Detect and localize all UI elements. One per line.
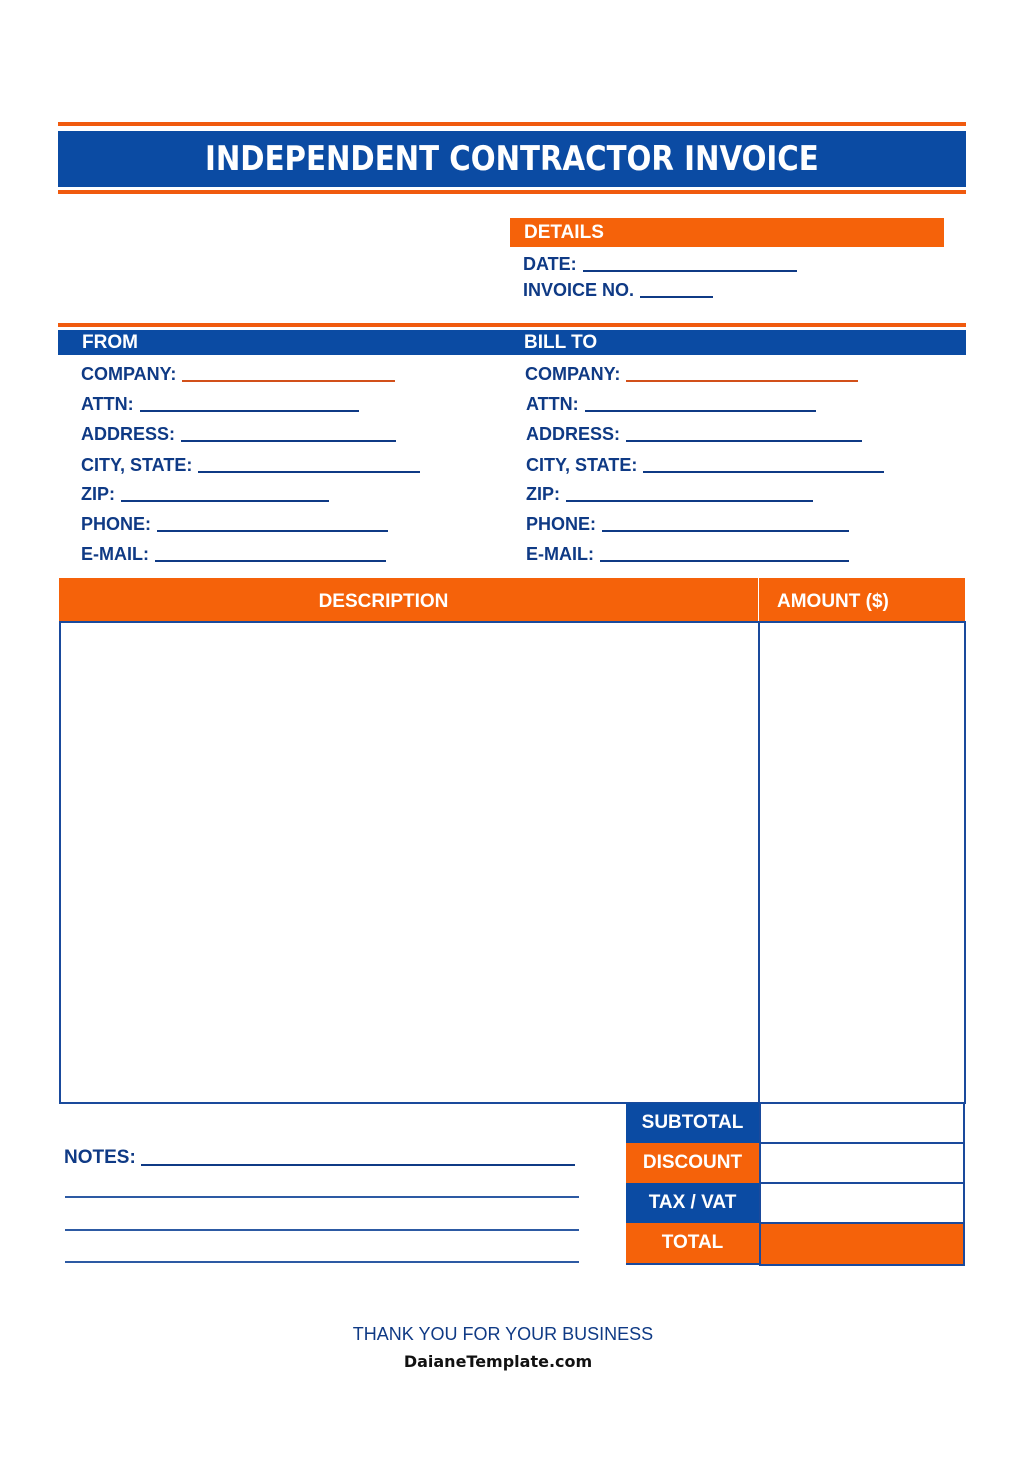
invoice-title: INDEPENDENT CONTRACTOR INVOICE <box>205 139 819 179</box>
from-zip-label: ZIP: <box>81 484 115 504</box>
bill-to-email-input[interactable] <box>600 560 849 562</box>
bill-to-phone-label: PHONE: <box>526 514 597 534</box>
subtotal-label: SUBTOTAL <box>626 1103 759 1143</box>
from-email-field[interactable] <box>81 544 386 564</box>
description-column-header <box>59 578 758 622</box>
amount-cell[interactable] <box>758 621 966 1104</box>
description-header-label: DESCRIPTION <box>318 591 449 612</box>
bill-to-phone-field[interactable] <box>526 514 849 534</box>
bill-to-city-state-input[interactable] <box>643 471 884 473</box>
total-label: TOTAL <box>626 1223 759 1265</box>
bill-to-address-field[interactable] <box>526 424 862 444</box>
bill-to-email-field[interactable] <box>526 544 849 564</box>
subtotal-value[interactable] <box>759 1102 965 1144</box>
from-header <box>58 330 512 355</box>
notes-line-2[interactable] <box>65 1196 579 1198</box>
bill-to-email-label: E-MAIL: <box>526 544 594 564</box>
from-city-state-field[interactable] <box>81 455 420 475</box>
bill-to-header-label: BILL TO <box>524 332 598 353</box>
from-zip-input[interactable] <box>121 500 329 502</box>
bill-to-company-input[interactable] <box>626 380 858 382</box>
date-label: DATE: <box>523 254 577 274</box>
details-header <box>510 218 944 247</box>
bill-to-address-input[interactable] <box>626 440 862 442</box>
bill-to-attn-label: ATTN: <box>526 394 579 414</box>
bill-to-zip-label: ZIP: <box>526 484 560 504</box>
from-zip-field[interactable] <box>81 484 329 504</box>
notes-label: NOTES: <box>64 1147 136 1168</box>
notes-input[interactable] <box>141 1164 575 1166</box>
bill-to-zip-field[interactable] <box>526 484 813 504</box>
details-header-label: DETAILS <box>524 222 604 243</box>
from-header-label: FROM <box>82 332 138 353</box>
from-company-input[interactable] <box>182 380 395 382</box>
tax-vat-value[interactable] <box>759 1182 965 1224</box>
from-company-field[interactable] <box>81 364 395 384</box>
from-address-label: ADDRESS: <box>81 424 176 444</box>
bill-to-city-state-label: CITY, STATE: <box>526 455 638 475</box>
bill-to-attn-input[interactable] <box>585 410 816 412</box>
tax-vat-label: TAX / VAT <box>626 1183 759 1223</box>
amount-header-label: AMOUNT ($) <box>777 591 889 612</box>
notes-line-4[interactable] <box>65 1261 579 1263</box>
bill-to-company-label: COMPANY: <box>525 364 621 384</box>
from-phone-input[interactable] <box>157 530 388 532</box>
invoice-number-input[interactable] <box>640 296 713 298</box>
from-address-input[interactable] <box>181 440 396 442</box>
date-field[interactable] <box>523 254 797 274</box>
title-banner <box>58 131 966 187</box>
from-company-label: COMPANY: <box>81 364 177 384</box>
from-city-state-input[interactable] <box>198 471 420 473</box>
thank-you-message: THANK YOU FOR YOUR BUSINESS <box>352 1324 654 1344</box>
from-attn-input[interactable] <box>140 410 359 412</box>
bill-to-attn-field[interactable] <box>526 394 816 414</box>
discount-label: DISCOUNT <box>626 1143 759 1183</box>
title-top-rule <box>58 122 966 126</box>
bill-to-zip-input[interactable] <box>566 500 813 502</box>
bill-to-city-state-field[interactable] <box>526 455 884 475</box>
from-email-label: E-MAIL: <box>81 544 149 564</box>
description-cell[interactable] <box>59 621 760 1104</box>
bill-to-address-label: ADDRESS: <box>526 424 621 444</box>
bill-to-company-field[interactable] <box>525 364 858 384</box>
from-phone-label: PHONE: <box>81 514 152 534</box>
bill-to-phone-input[interactable] <box>602 530 849 532</box>
from-attn-field[interactable] <box>81 394 359 414</box>
total-value[interactable] <box>759 1222 965 1266</box>
discount-value[interactable] <box>759 1142 965 1184</box>
from-email-input[interactable] <box>155 560 386 562</box>
title-bottom-rule <box>58 190 966 194</box>
from-address-field[interactable] <box>81 424 396 444</box>
notes-line-3[interactable] <box>65 1229 579 1231</box>
date-input[interactable] <box>583 270 797 272</box>
bill-to-header <box>476 330 966 355</box>
invoice-number-label: INVOICE NO. <box>523 280 635 300</box>
parties-top-rule <box>58 323 966 327</box>
notes-field[interactable] <box>64 1148 575 1168</box>
from-phone-field[interactable] <box>81 514 388 534</box>
invoice-number-field[interactable] <box>523 280 713 300</box>
website-credit: DaianeTemplate.com <box>403 1352 593 1371</box>
from-attn-label: ATTN: <box>81 394 134 414</box>
from-city-state-label: CITY, STATE: <box>81 455 193 475</box>
amount-column-header <box>759 578 965 622</box>
